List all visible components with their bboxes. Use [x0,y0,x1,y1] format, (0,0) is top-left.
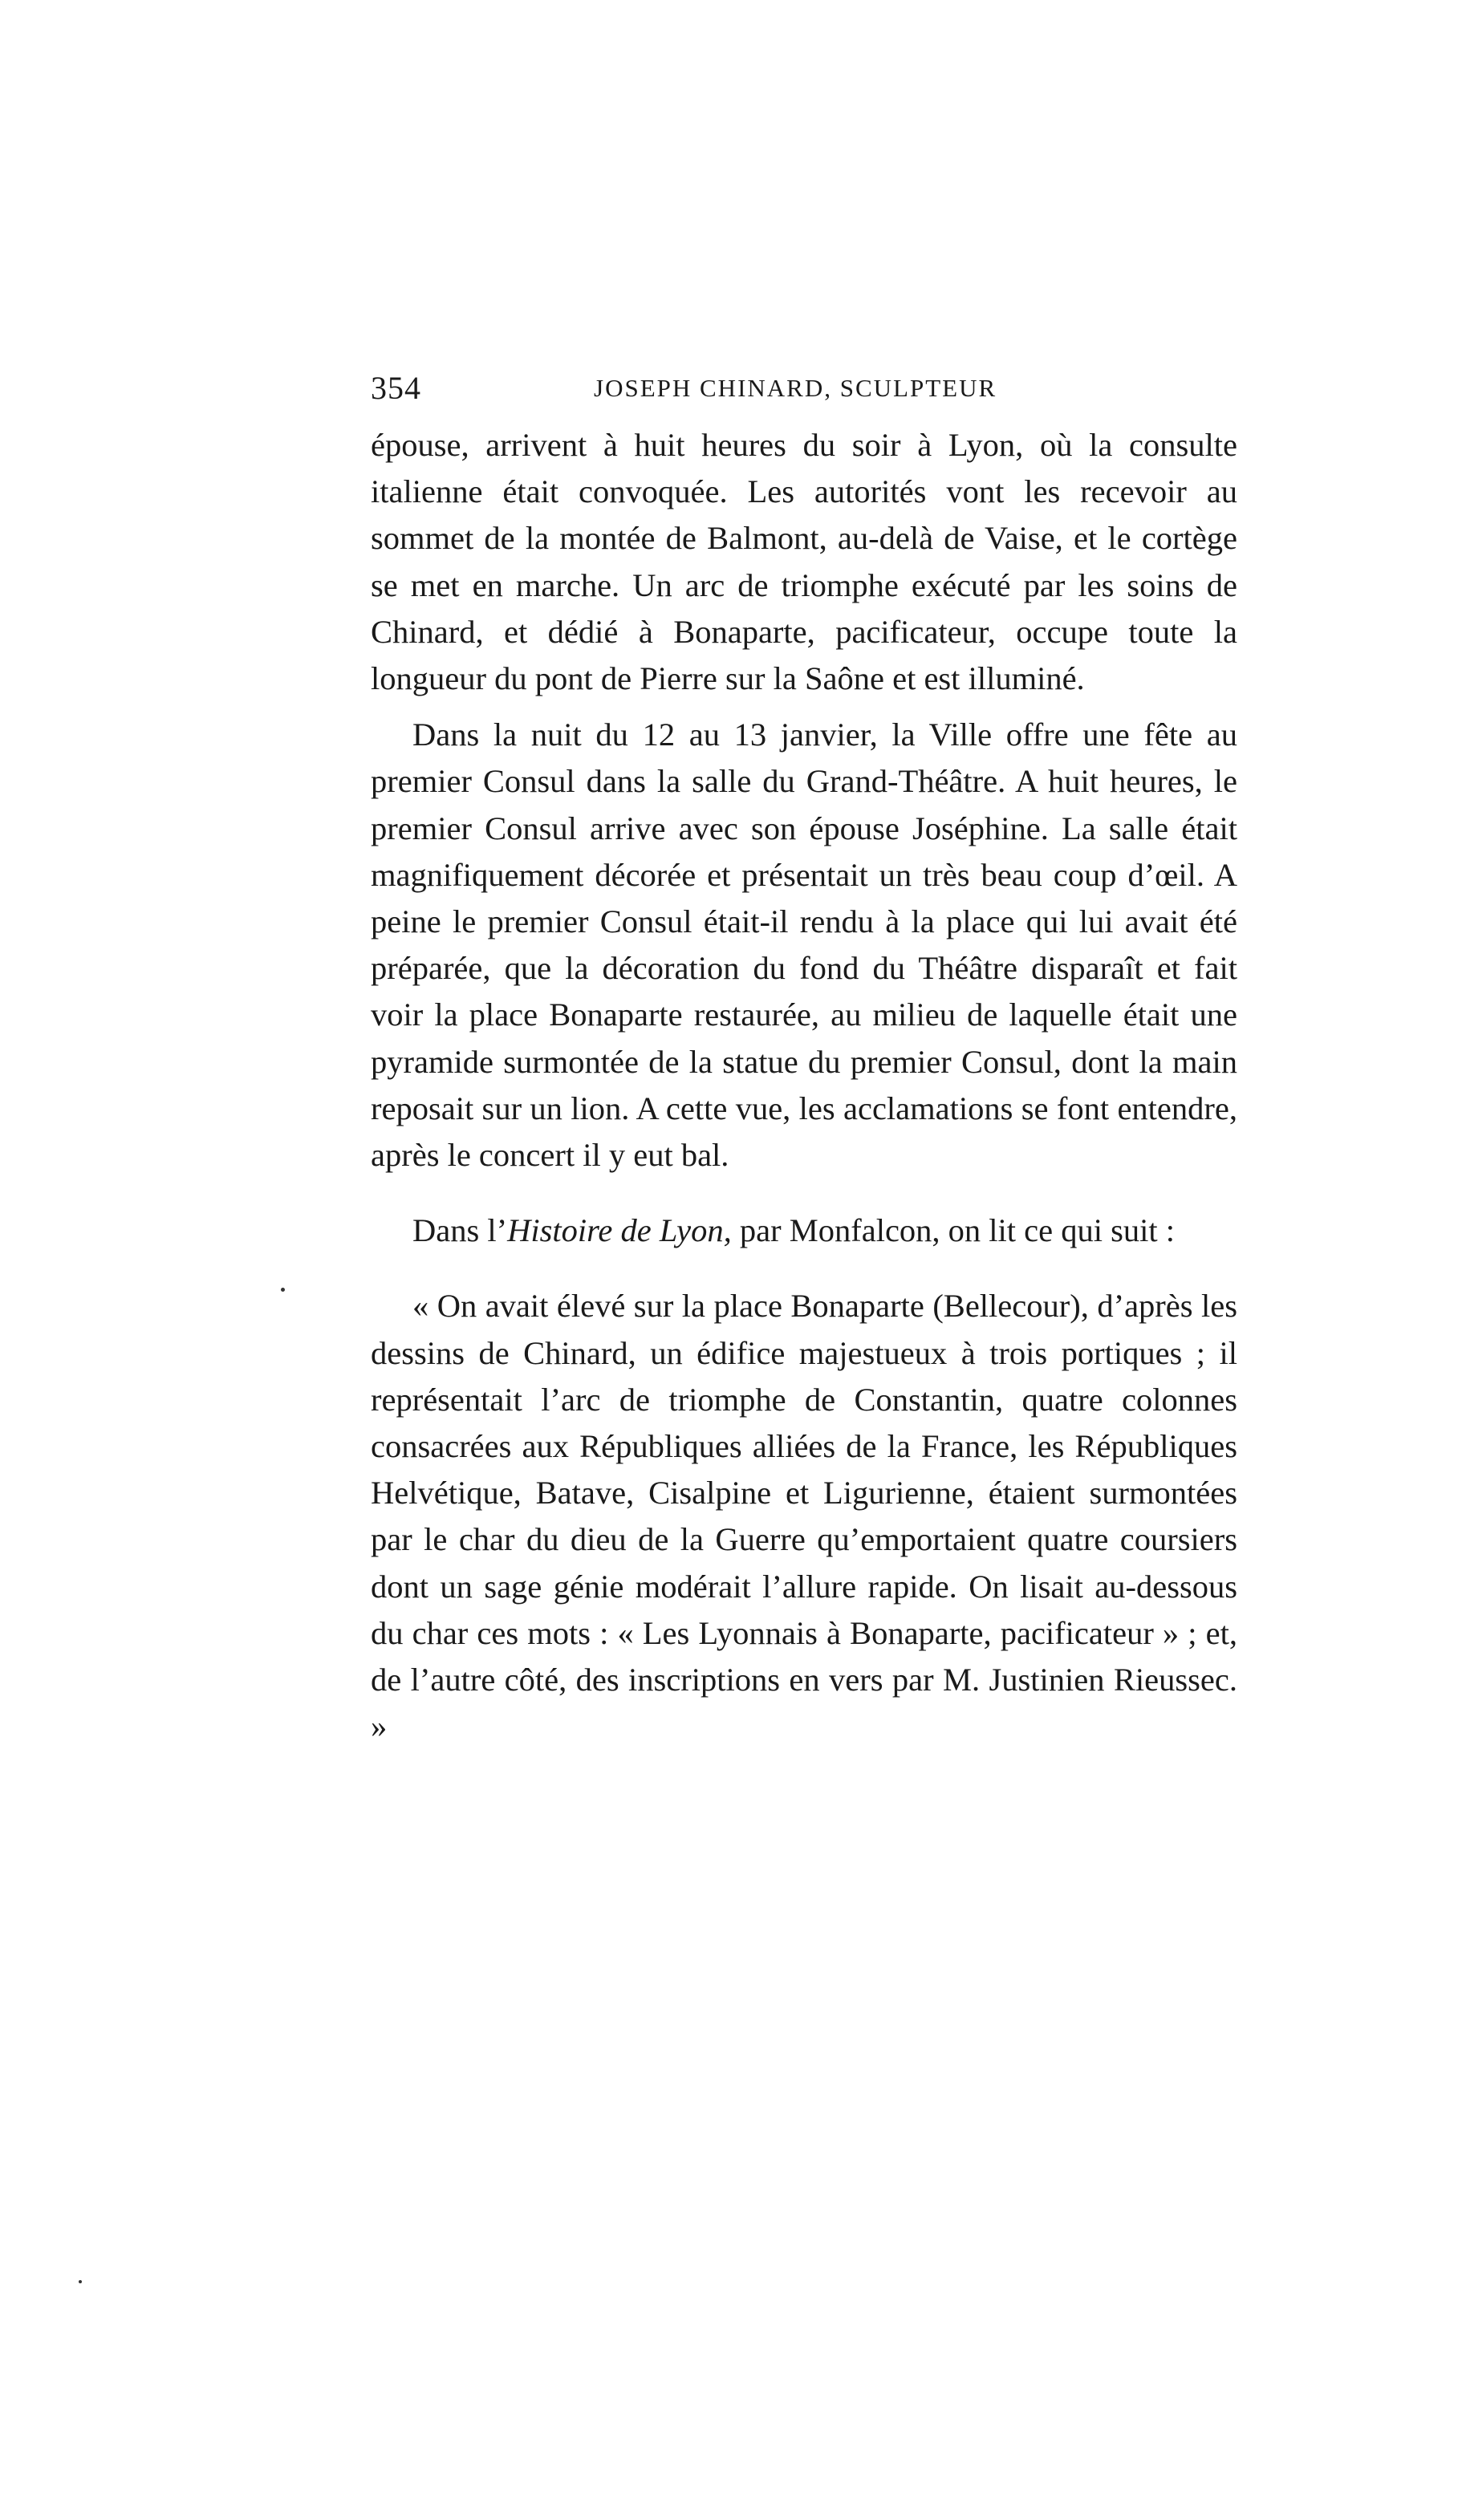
paragraph-3-tail: par Monfalcon, on lit ce qui suit : [731,1212,1176,1249]
running-head [371,369,1237,425]
page-number: 354 [371,370,421,406]
book-page [371,369,1237,1750]
quotation-paragraph: « On avait élevé sur la place Bonaparte (Bellecour), d’après les dessins de Chinard, un édifice majestueux à trois portiques ; il représentait l’arc de triomphe de Constantin, quatre colonnes consacrées aux Républiques alliées de la France, les Républiques Helvétique, Batave, Cisalpine et Ligurienne, étaient surmontées par le char du dieu de la Guerre qu’emportaient quatre coursiers dont un sage génie modérait l’allure rapide. On lisait au-dessous du char ces mots : « Les Lyonnais à Bonaparte, pacificateur » ; et, de l’autre côté, des inscriptions en vers par M. Justinien Rieussec. » [371,1288,1237,1745]
print-speck [79,2280,82,2283]
print-speck [281,1288,285,1292]
running-title: JOSEPH CHINARD, SCULPTEUR [594,374,997,402]
paragraph-3 [371,1207,1237,1254]
paragraph-3-lead: Dans l’ [412,1212,508,1249]
paragraph-2: Dans la nuit du 12 au 13 janvier, la Ville offre une fête au premier Consul dans la salle du Grand-Théâtre. A huit heures, le premier Consul arrive avec son épouse Joséphine. La salle était magnifiquement décorée et présentait un très beau coup d’œil. A peine le premier Consul était-il rendu à la place qui lui avait été préparée, que la décoration du fond du Théâtre disparaît et fait voir la place Bonaparte restaurée, au milieu de laquelle était une pyramide surmontée de la statue du premier Consul, dont la main reposait sur un lion. A cette vue, les acclamations se font entendre, après le concert il y eut bal. [371,716,1237,1174]
paragraph-1: épouse, arrivent à huit heures du soir à Lyon, où la consulte italienne était convoquée. Les autorités vont les recevoir au sommet de la montée de Balmont, au-delà de Vaise, et le cortège se met en marche. Un arc de triomphe exécuté par les soins de Chinard, et dédié à Bonaparte, pacificateur, occupe toute la longueur du pont de Pierre sur la Saône et est illuminé. [371,427,1237,697]
book-title: Histoire de Lyon, [507,1212,732,1249]
